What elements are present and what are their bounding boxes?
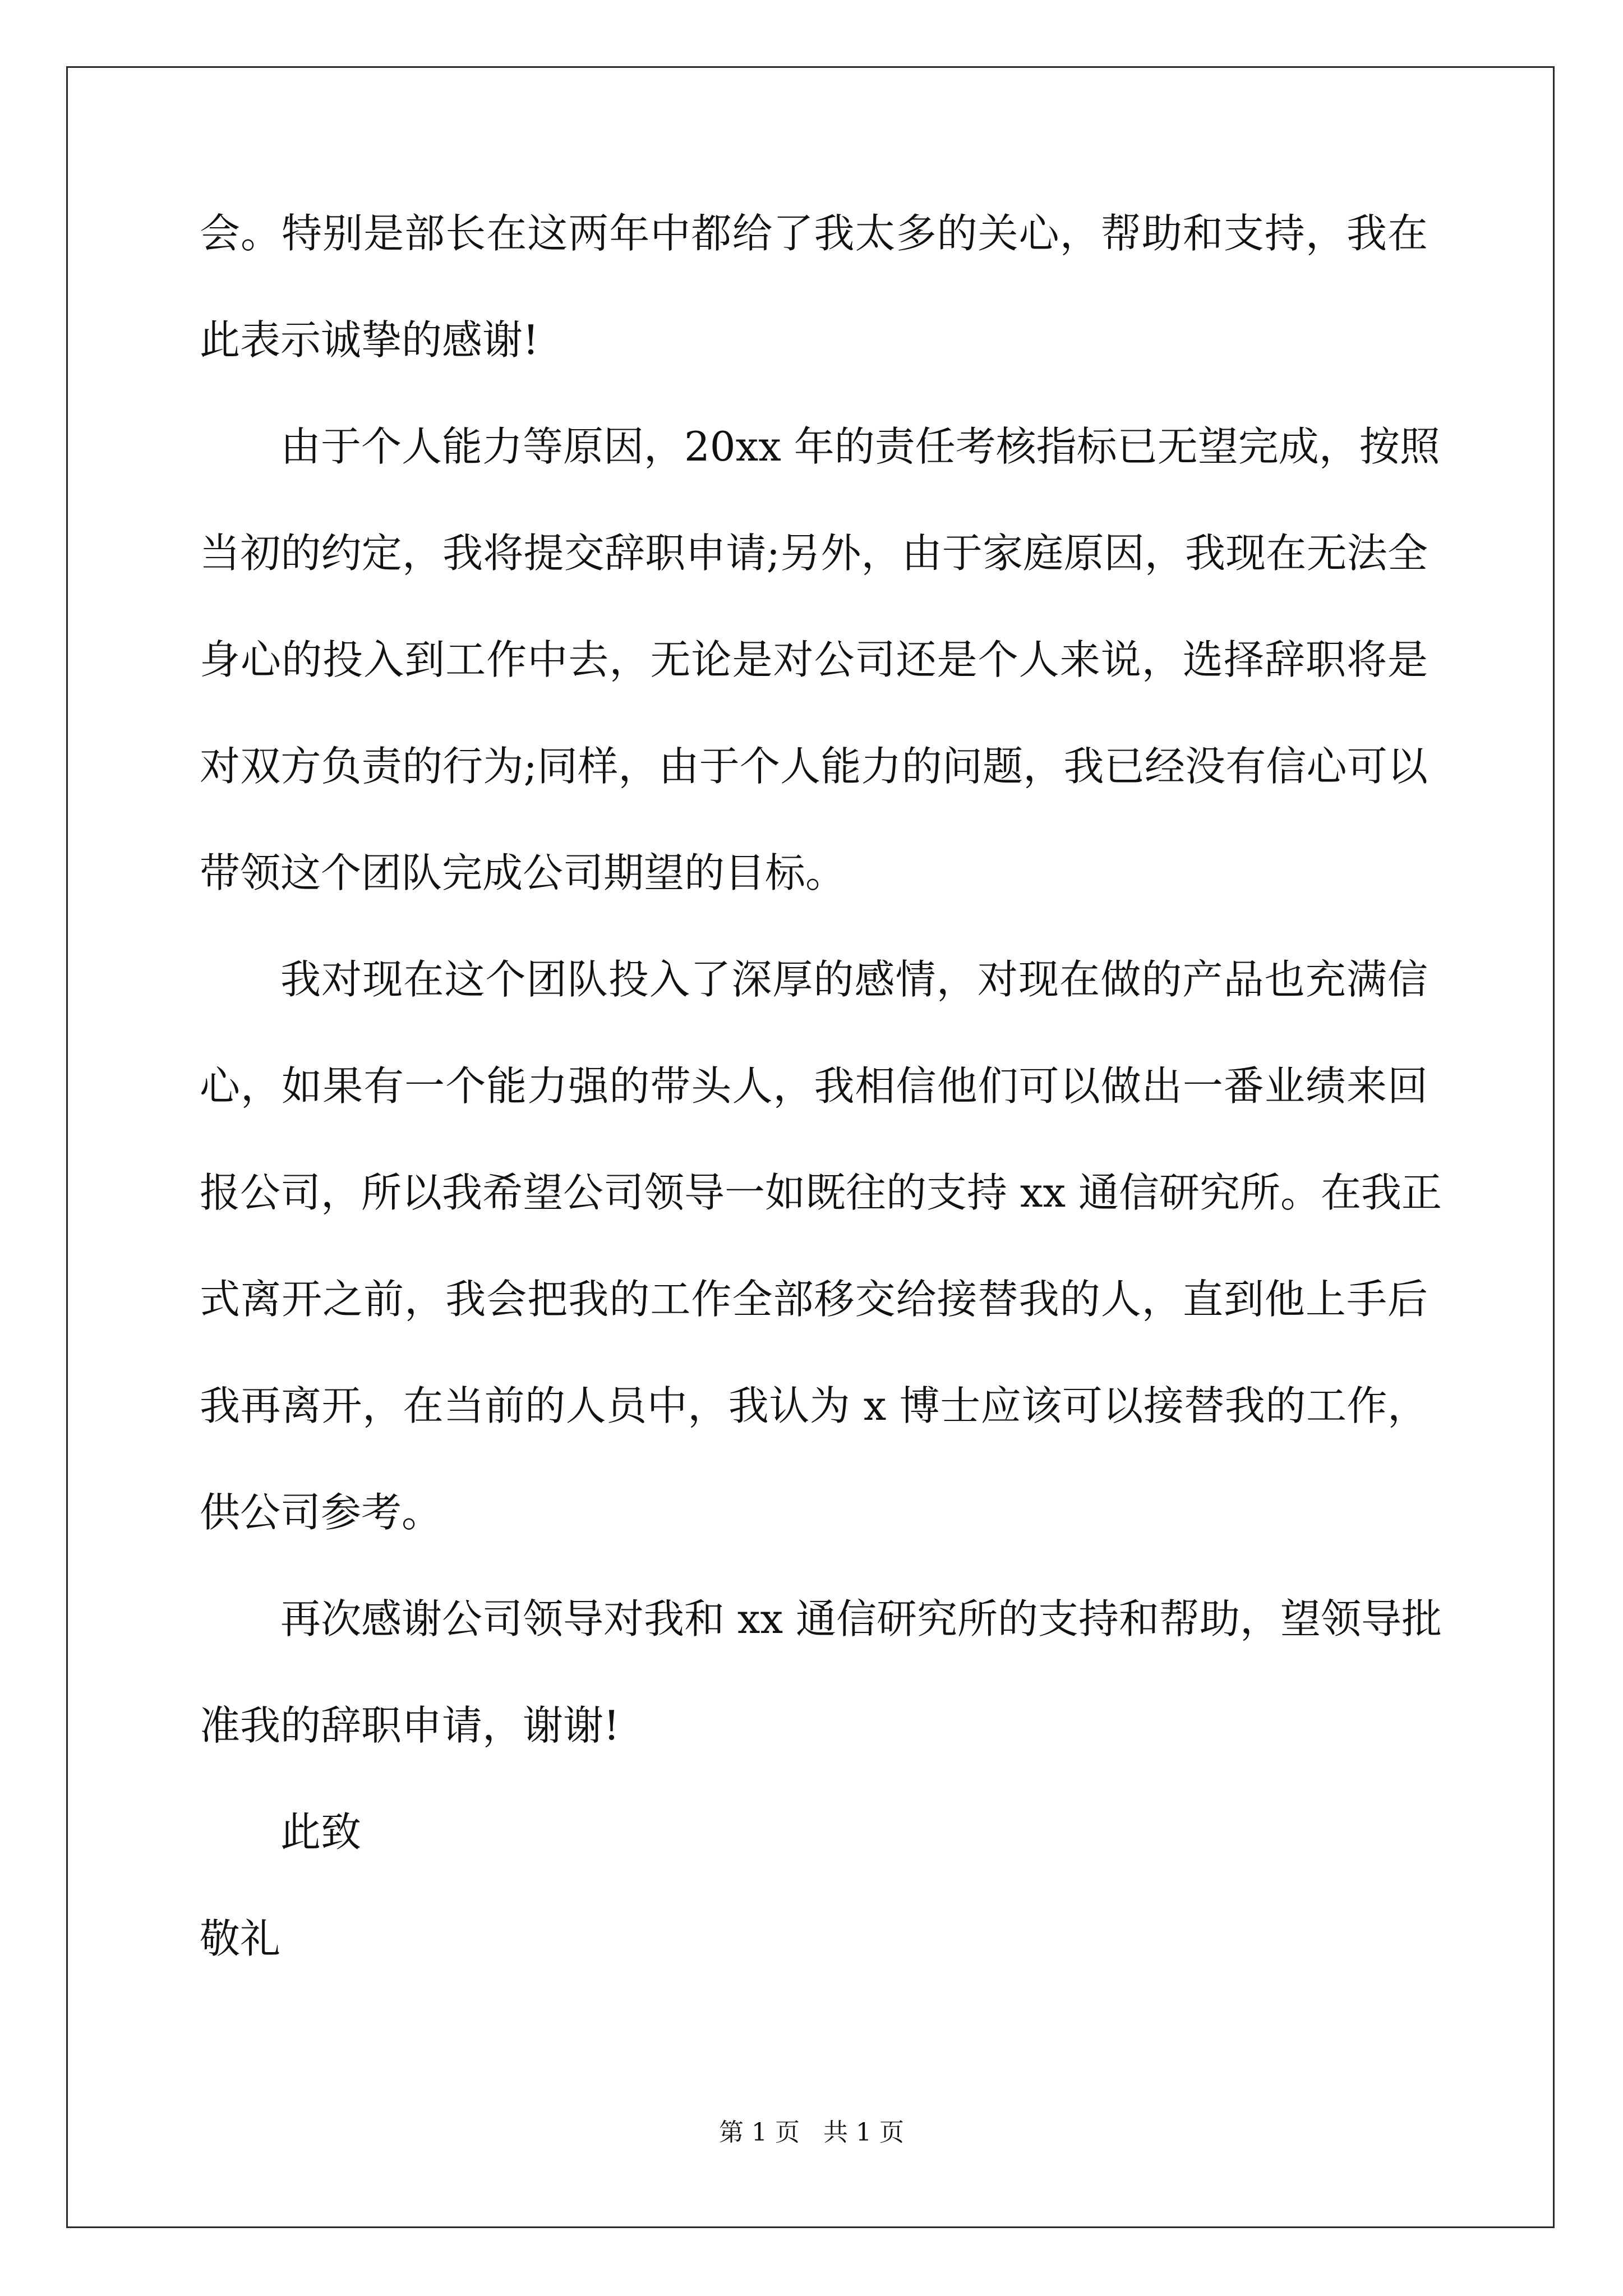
text-line: 准我的辞职申请，谢谢! [200, 1702, 620, 1749]
text-line: 供公司参考。 [200, 1489, 442, 1536]
closing-regards: 敬礼 [200, 1915, 281, 1962]
closing-salutation: 此致 [280, 1809, 362, 1856]
text-line: 我再离开，在当前的人员中，我认为 x 博士应该可以接替我的工作， [200, 1382, 1428, 1429]
text-line: 带领这个团队完成公司期望的目标。 [200, 849, 846, 896]
text-line: 对双方负责的行为;同样，由于个人能力的问题，我已经没有信心可以 [200, 743, 1428, 790]
text-line: 身心的投入到工作中去，无论是对公司还是个人来说，选择辞职将是 [200, 636, 1428, 683]
text-line: 我对现在这个团队投入了深厚的感情，对现在做的产品也充满信 [280, 956, 1428, 1003]
text-line: 式离开之前，我会把我的工作全部移交给接替我的人，直到他上手后 [200, 1276, 1428, 1323]
text-line: 由于个人能力等原因，20xx 年的责任考核指标已无望完成，按照 [280, 423, 1440, 470]
letter-body [200, 210, 1442, 2025]
text-line: 当初的约定，我将提交辞职申请;另外，由于家庭原因，我现在无法全 [200, 530, 1428, 577]
text-line: 再次感谢公司领导对我和 xx 通信研究所的支持和帮助，望领导批 [280, 1595, 1442, 1642]
text-line: 报公司，所以我希望公司领导一如既往的支持 xx 通信研究所。在我正 [200, 1169, 1442, 1216]
text-line: 心，如果有一个能力强的带头人，我相信他们可以做出一番业绩来回 [200, 1062, 1428, 1110]
page-number-footer: 第 1 页 共 1 页 [719, 2118, 904, 2147]
text-line: 此表示诚挚的感谢! [200, 316, 539, 364]
text-line: 会。特别是部长在这两年中都给了我太多的关心，帮助和支持，我在 [200, 210, 1428, 257]
